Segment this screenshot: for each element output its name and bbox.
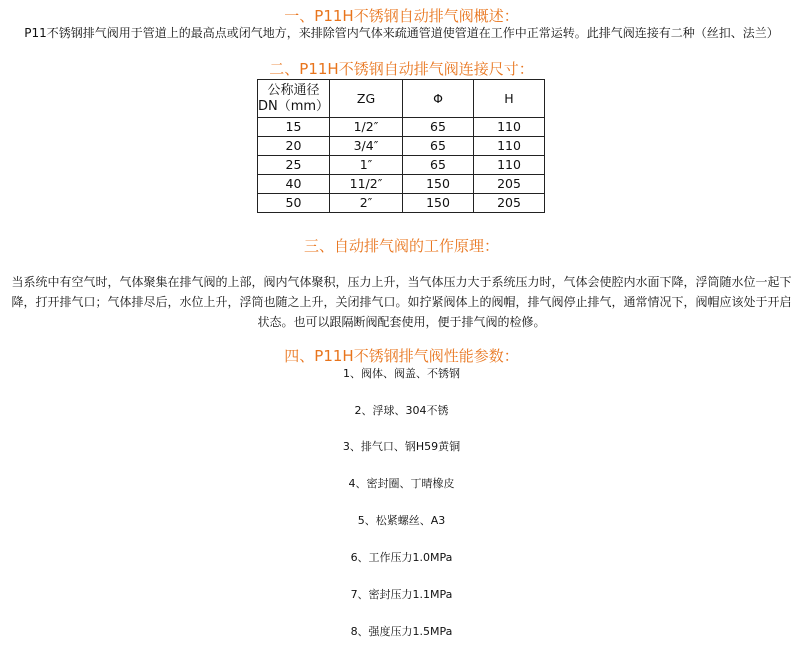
section3-body: 当系统中有空气时，气体聚集在排气阀的上部，阀内气体聚积，压力上升，当气体压力大于系统压力时，气体会使腔内水面下降，浮筒随水位一起下降，打开排气口；气体排尽后，水位上升，浮筒也随之上升，关闭排气口。如拧紧阀体上的阀帽，排气阀停止排气，通常情况下，阀帽应该处于开启状态。也可以跟隔断阀配套使用，便于排气阀的检修。 (11, 275, 792, 329)
list-item: 1、阀体、阀盖、不锈钢 (343, 367, 460, 380)
header-zg: ZG (330, 80, 403, 118)
list-item: 5、松紧螺丝、A3 (357, 514, 446, 527)
section3-title: 三、自动排气阀的工作原理： (303, 237, 499, 255)
header-dn-line1: 公称通径 (267, 82, 320, 98)
table-header-row (258, 80, 545, 118)
cell-zg: 11/2″ (330, 175, 403, 194)
cell-phi: 65 (403, 137, 474, 156)
table-row (258, 137, 545, 156)
cell-h: 205 (474, 194, 545, 213)
cell-zg: 2″ (330, 194, 403, 213)
header-dn-line2: DN（mm） (258, 98, 330, 114)
list-item: 2、浮球、304不锈 (354, 404, 449, 417)
cell-dn: 40 (258, 175, 330, 194)
cell-dn: 15 (258, 118, 330, 137)
cell-phi: 65 (403, 156, 474, 175)
cell-zg: 1″ (330, 156, 403, 175)
header-phi: Φ (403, 80, 474, 118)
cell-h: 205 (474, 175, 545, 194)
table-row (258, 118, 545, 137)
table-row (258, 156, 545, 175)
cell-dn: 20 (258, 137, 330, 156)
header-dn (258, 80, 330, 118)
section1-title: 一、P11H不锈钢自动排气阀概述： (284, 7, 519, 25)
list-item: 4、密封圈、丁晴橡皮 (348, 477, 455, 490)
dimension-table (257, 79, 545, 213)
section1-body: P11不锈钢排气阀用于管道上的最高点或闭气地方，来排除管内气体来疏通管道使管道在工作中正常运转。此排气阀连接有二种（丝扣、法兰） (24, 26, 779, 40)
cell-dn: 50 (258, 194, 330, 213)
cell-h: 110 (474, 156, 545, 175)
list-item: 7、密封压力1.1MPa (350, 588, 453, 601)
table-row (258, 175, 545, 194)
section2-title: 二、P11H不锈钢自动排气阀连接尺寸： (269, 60, 534, 78)
table-row (258, 194, 545, 213)
cell-phi: 65 (403, 118, 474, 137)
list-item: 8、强度压力1.5MPa (350, 625, 453, 638)
section4-title: 四、P11H不锈钢排气阀性能参数： (284, 347, 519, 365)
cell-h: 110 (474, 118, 545, 137)
header-h: H (474, 80, 545, 118)
list-item: 6、工作压力1.0MPa (350, 551, 453, 564)
cell-zg: 3/4″ (330, 137, 403, 156)
cell-phi: 150 (403, 194, 474, 213)
cell-zg: 1/2″ (330, 118, 403, 137)
cell-h: 110 (474, 137, 545, 156)
cell-dn: 25 (258, 156, 330, 175)
list-item: 3、排气口、钢H59黄铜 (342, 440, 461, 453)
cell-phi: 150 (403, 175, 474, 194)
